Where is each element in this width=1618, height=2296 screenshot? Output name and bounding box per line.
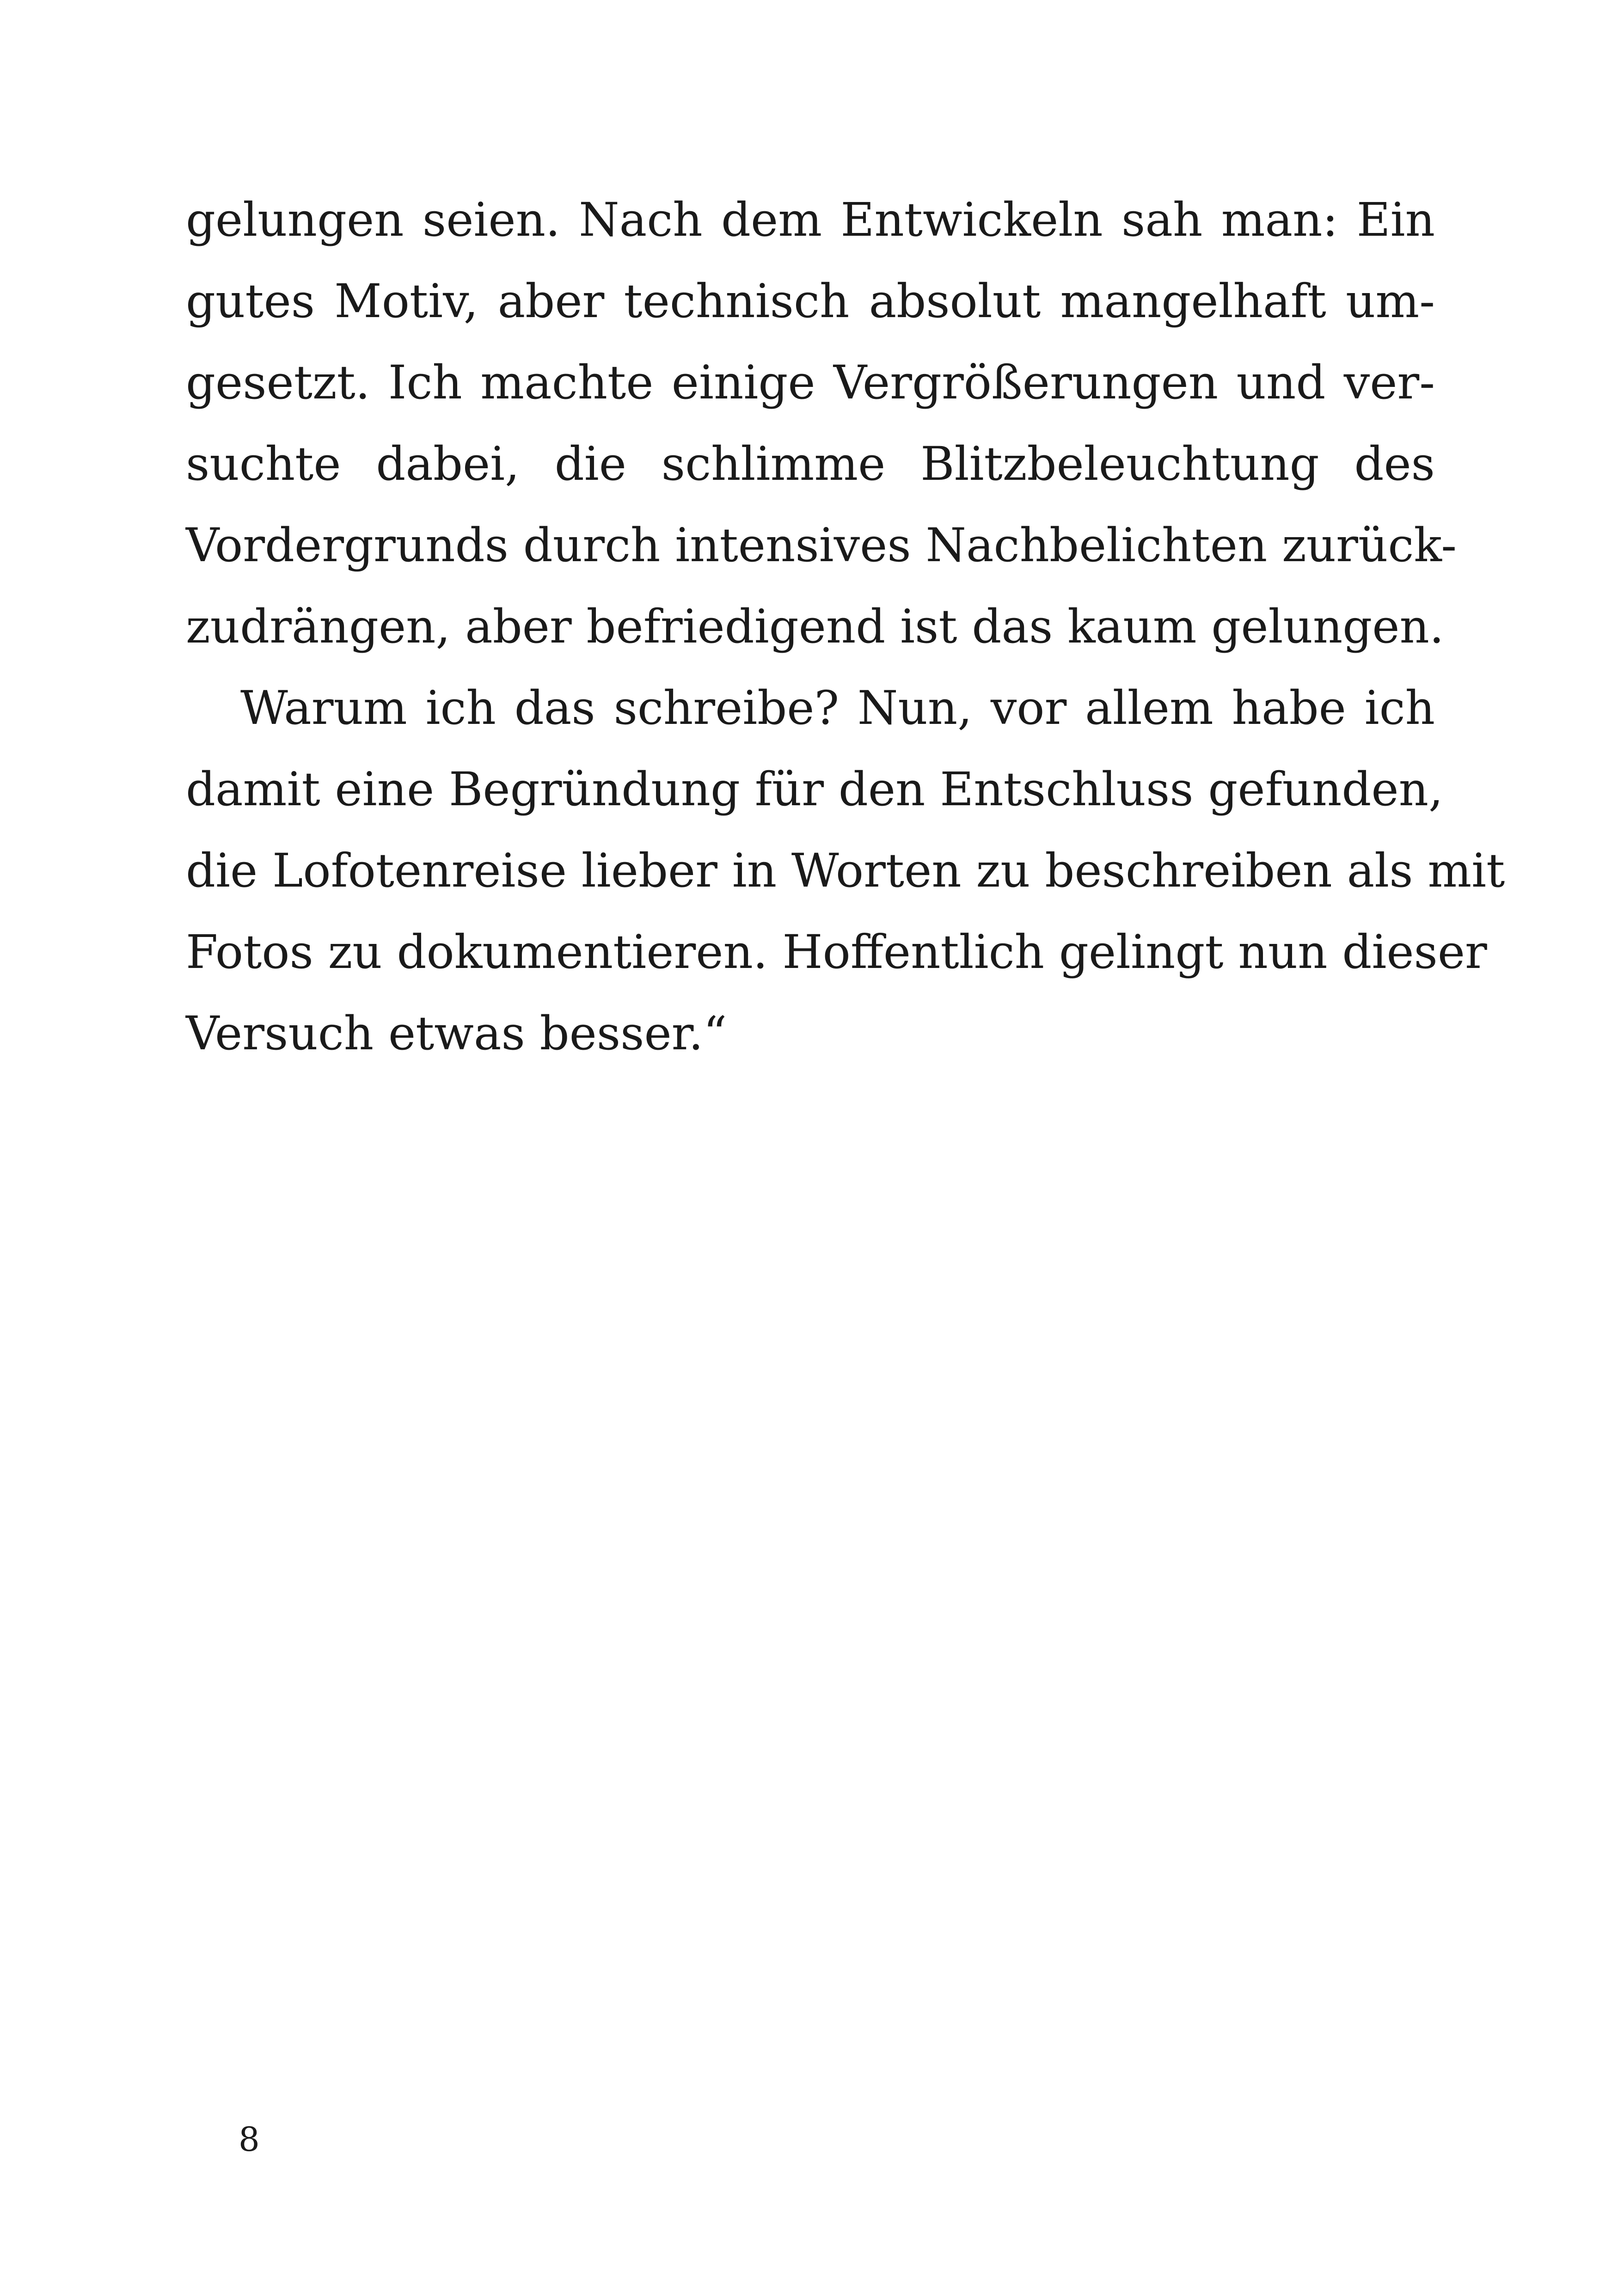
text-line: zudrängen, aber befriedigend ist das kaum gelungen. — [186, 600, 1444, 654]
text-line: gutes Motiv, aber technisch absolut mangelhaft um- — [186, 274, 1435, 328]
page-number: 8 — [239, 2120, 260, 2159]
text-line: suchte dabei, die schlimme Blitzbeleuchtung des — [186, 437, 1435, 491]
text-line: damit eine Begründung für den Entschluss gefunden, — [186, 762, 1443, 816]
text-line: Warum ich das schreibe? Nun, vor allem habe ich — [240, 681, 1435, 735]
text-line: Vordergrunds durch intensives Nachbelichten zurück- — [186, 518, 1457, 572]
body-text — [186, 179, 1505, 1074]
text-line: gesetzt. Ich machte einige Vergrößerungen und ver- — [186, 355, 1435, 410]
paragraph — [186, 179, 1457, 667]
text-line: Versuch etwas besser.“ — [186, 1006, 727, 1060]
text-line: die Lofotenreise lieber in Worten zu beschreiben als mit — [186, 844, 1505, 898]
paragraph — [186, 667, 1505, 1074]
text-line: gelungen seien. Nach dem Entwickeln sah man: Ein — [186, 193, 1435, 247]
text-line: Fotos zu dokumentieren. Hoffentlich gelingt nun dieser — [186, 925, 1487, 979]
